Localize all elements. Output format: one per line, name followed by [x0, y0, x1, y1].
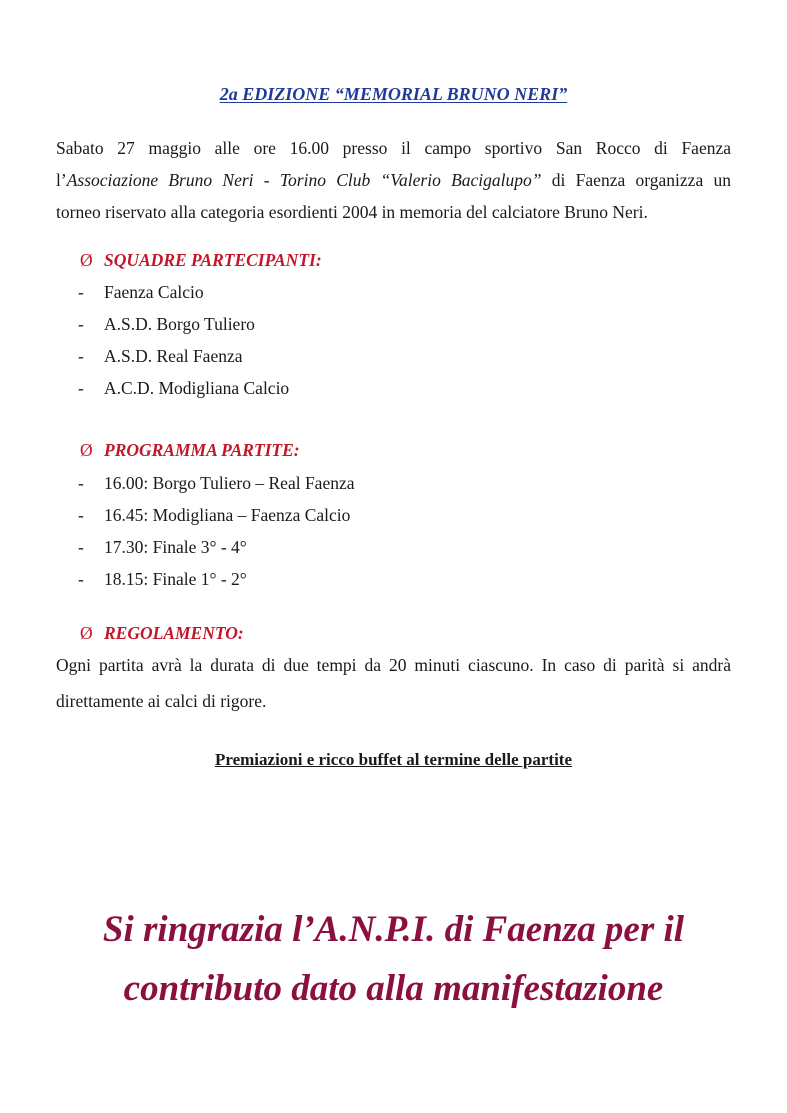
regolamento-heading-text: REGOLAMENTO:	[104, 623, 244, 643]
list-item: - A.C.D. Modigliana Calcio	[78, 378, 290, 398]
bullet-icon: Ø	[80, 440, 93, 460]
squadre-list	[78, 276, 289, 404]
intro-line-3: torneo riservato alla categoria esordienti 2004 in memoria del calciatore Bruno Neri.	[56, 202, 648, 222]
section-programma-heading	[80, 440, 300, 461]
document-title: 2a EDIZIONE “MEMORIAL BRUNO NERI”	[219, 84, 568, 104]
bullet-icon: Ø	[80, 250, 93, 270]
thanks-line-1: Si ringrazia l’A.N.P.I. di Faenza per il	[102, 909, 685, 950]
intro-line-1: Sabato 27 maggio alle ore 16.00 presso il campo sportivo San Rocco di Faenza	[56, 138, 731, 158]
list-item: - A.S.D. Real Faenza	[78, 346, 243, 366]
programma-list	[78, 467, 355, 595]
intro-paragraph	[56, 132, 731, 228]
regolamento-line-1: Ogni partita avrà la durata di due tempi da 20 minuti ciascuno. In caso di parità si andrà	[56, 655, 731, 675]
list-item: - 18.15: Finale 1° - 2°	[78, 569, 247, 589]
list-item: - Faenza Calcio	[78, 282, 204, 302]
regolamento-paragraph	[56, 647, 731, 719]
section-regolamento-heading	[80, 623, 244, 644]
intro-line-2	[56, 164, 731, 196]
regolamento-line-2: direttamente ai calci di rigore.	[56, 691, 267, 711]
list-item: - 16.00: Borgo Tuliero – Real Faenza	[78, 473, 355, 493]
bullet-icon: Ø	[80, 623, 93, 643]
thanks-line-2: contributo dato alla manifestazione	[123, 968, 664, 1009]
intro-line-2-prefix: l’	[56, 170, 67, 190]
list-item: - 16.45: Modigliana – Faenza Calcio	[78, 505, 351, 525]
intro-line-2-suffix: di Faenza organizza un	[541, 170, 731, 190]
squadre-heading-text: SQUADRE PARTECIPANTI:	[104, 250, 322, 270]
premiazioni-note: Premiazioni e ricco buffet al termine delle partite	[214, 750, 573, 769]
programma-heading-text: PROGRAMMA PARTITE:	[104, 440, 300, 460]
list-item: - 17.30: Finale 3° - 4°	[78, 537, 247, 557]
section-squadre-heading	[80, 250, 322, 271]
club-name: Associazione Bruno Neri - Torino Club “Valerio Bacigalupo”	[66, 170, 542, 190]
list-item: - A.S.D. Borgo Tuliero	[78, 314, 255, 334]
